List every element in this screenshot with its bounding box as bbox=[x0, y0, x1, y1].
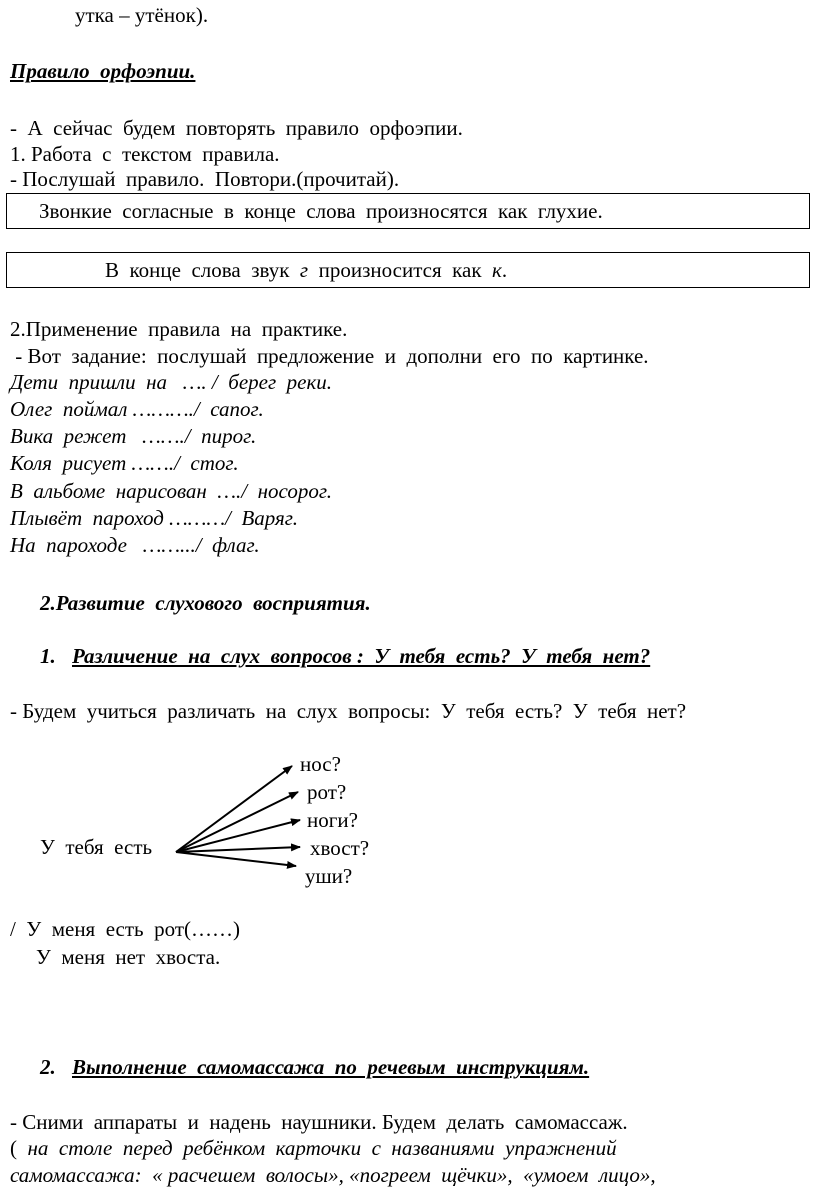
listen-line: - Послушай правило. Повтори.(прочитай). bbox=[10, 167, 400, 191]
heading-orthoepy-rule: Правило орфоэпии. bbox=[10, 59, 196, 83]
rule-box-2-pre: В конце слова звук bbox=[105, 258, 300, 282]
diagram-source-label: У тебя есть bbox=[40, 835, 153, 859]
massage-line-1: - Сними аппараты и надень наушники. Будем делать самомассаж. bbox=[10, 1110, 628, 1134]
task-line: - Вот задание: послушай предложение и дополни его по картинке. bbox=[10, 344, 649, 368]
exercise-line-2: Олег поймал ………./ сапог. bbox=[10, 397, 264, 421]
subsection1-number: 1. bbox=[40, 644, 56, 668]
massage-line-2-italic: на столе перед ребёнком карточки с названиями упражнений bbox=[27, 1136, 617, 1160]
subsection2-title: Выполнение самомассажа по речевым инструкциям. bbox=[72, 1055, 590, 1079]
massage-line-3: самомассажа: « расчешем волосы», «погреем щёчки», «умоем лицо», bbox=[10, 1163, 656, 1187]
rule-box-1-text: Звонкие согласные в конце слова произносятся как глухие. bbox=[39, 199, 603, 223]
answer-line-2: У меня нет хвоста. bbox=[36, 945, 221, 969]
subsection2-number: 2. bbox=[40, 1055, 56, 1079]
arrow-to-ears bbox=[176, 852, 296, 866]
rule-box-2-end: . bbox=[501, 258, 508, 282]
diagram-target-legs: ноги? bbox=[307, 808, 358, 832]
exercise-line-6: Плывёт пароход ………/ Варяг. bbox=[10, 506, 298, 530]
learn-line: - Будем учиться различать на слух вопросы: У тебя есть? У тебя нет? bbox=[10, 699, 687, 723]
exercise-line-5: В альбоме нарисован …./ носорог. bbox=[10, 479, 332, 503]
top-fragment-line: утка – утёнок). bbox=[75, 3, 209, 27]
step1-line: 1. Работа с текстом правила. bbox=[10, 142, 280, 166]
exercise-line-4: Коля рисует ……./ стог. bbox=[10, 451, 239, 475]
rule-box-2-letter-k: к bbox=[492, 258, 502, 282]
massage-line-2-paren: ( bbox=[10, 1136, 28, 1160]
massage-line-2 bbox=[10, 1135, 617, 1161]
diagram-target-ears: уши? bbox=[305, 864, 353, 888]
exercise-line-3: Вика режет ……./ пирог. bbox=[10, 424, 257, 448]
diagram-target-nose: нос? bbox=[300, 752, 341, 776]
rule-box-2-letter-g: г bbox=[299, 258, 309, 282]
diagram-target-tail: хвост? bbox=[310, 836, 370, 860]
step2-line: 2.Применение правила на практике. bbox=[10, 317, 348, 341]
answer-line-1: / У меня есть рот(……) bbox=[10, 917, 241, 941]
arrow-to-mouth bbox=[176, 792, 298, 852]
section2-heading: 2.Развитие слухового восприятия. bbox=[40, 591, 371, 615]
rule-box-2-mid: произносится как bbox=[308, 258, 493, 282]
diagram-target-mouth: рот? bbox=[307, 780, 347, 804]
exercise-line-7: На пароходе …….../ флаг. bbox=[10, 533, 260, 557]
exercise-line-1: Дети пришли на …. / берег реки. bbox=[10, 370, 333, 394]
arrow-to-nose bbox=[176, 766, 292, 852]
subsection1-title: Различение на слух вопросов : У тебя есть? У тебя нет? bbox=[72, 644, 651, 668]
intro-line: - А сейчас будем повторять правило орфоэпии. bbox=[10, 116, 463, 140]
